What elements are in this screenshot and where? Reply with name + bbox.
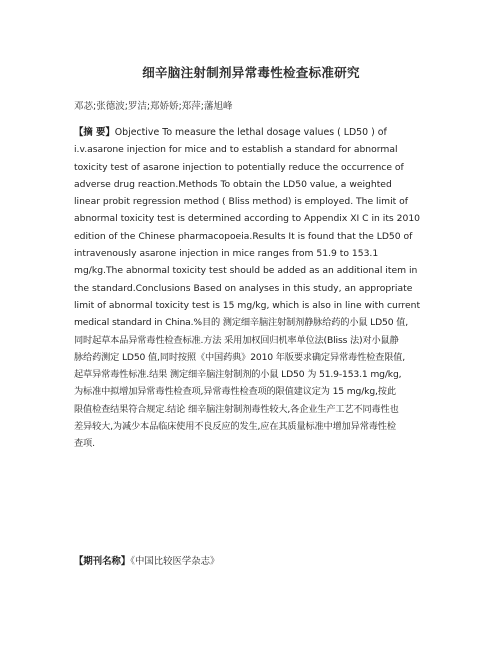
abstract-line: 脉给药测定 LD50 值,同时按照《中国药典》2010 年版要求确定异常毒性检查限值,	[74, 351, 406, 363]
abstract-line: 同时起草本品异常毒性检查标准.方法 采用加权回归机率单位法(Bliss 法)对小鼠静	[74, 334, 399, 346]
journal-name: 《中国比较医学杂志》	[130, 556, 220, 567]
abstract-line: 差异较大,为减少本品临床使用不良反应的发生,应在其质量标准中增加异常毒性检	[74, 421, 396, 433]
abstract-line: adverse drug reaction.Methods To obtain the LD50 value, a weighted	[74, 178, 392, 190]
abstract-line: toxicity test of asarone injection to potentially reduce the occurrence of	[74, 161, 404, 173]
abstract-block	[74, 124, 436, 453]
abstract-line: 为标准中拟增加异常毒性检查项,异常毒性检查项的限值建议定为 15 mg/kg,按此	[74, 386, 396, 398]
abstract-line: linear probit regression method ( Bliss method) is employed. The limit of	[74, 196, 409, 208]
abstract-text: Objective To measure the lethal dosage values ( LD50 ) of	[114, 127, 387, 138]
abstract-line: 限值检查结果符合规定.结论 细辛脑注射制剂毒性较大,各企业生产工艺不同毒性也	[74, 403, 399, 415]
abstract-line: i.v.asarone injection for mice and to establish a standard for abnormal	[74, 144, 398, 156]
abstract-line: 查项.	[74, 438, 95, 450]
author-list: 邓苾;张德波;罗洁;郑娇娇;郑萍;藩旭峰	[74, 101, 233, 112]
journal-label: 【期刊名称】	[74, 556, 131, 567]
abstract-line: abnormal toxicity test is determined according to Appendix XI C in its 2010	[74, 213, 421, 225]
abstract-line: limit of abnormal toxicity test is 15 mg/kg, which is also in line with current	[74, 299, 421, 311]
paper-title: 细辛脑注射制剂异常毒性检查标准研究	[142, 65, 360, 80]
abstract-line: intravenously asarone injection in mice ranges from 51.9 to 153.1	[74, 248, 379, 260]
abstract-line: mg/kg.The abnormal toxicity test should be added as an additional item in	[74, 265, 418, 277]
abstract-line: edition of the Chinese pharmacopoeia.Results It is found that the LD50 of	[74, 230, 413, 242]
abstract-label: 【摘 要】	[74, 127, 115, 138]
abstract-line: 起草异常毒性标准.结果 测定细辛脑注射制剂的小鼠 LD50 为 51.9-153.1 mg/kg,	[74, 369, 402, 381]
abstract-line: medical standard in China.%目的 测定细辛脑注射制剂静脉给药的小鼠 LD50 值,	[74, 317, 409, 329]
journal-line	[74, 553, 219, 567]
abstract-line	[74, 124, 436, 141]
abstract-line: the standard.Conclusions Based on analyses in this study, an appropriate	[74, 282, 413, 294]
